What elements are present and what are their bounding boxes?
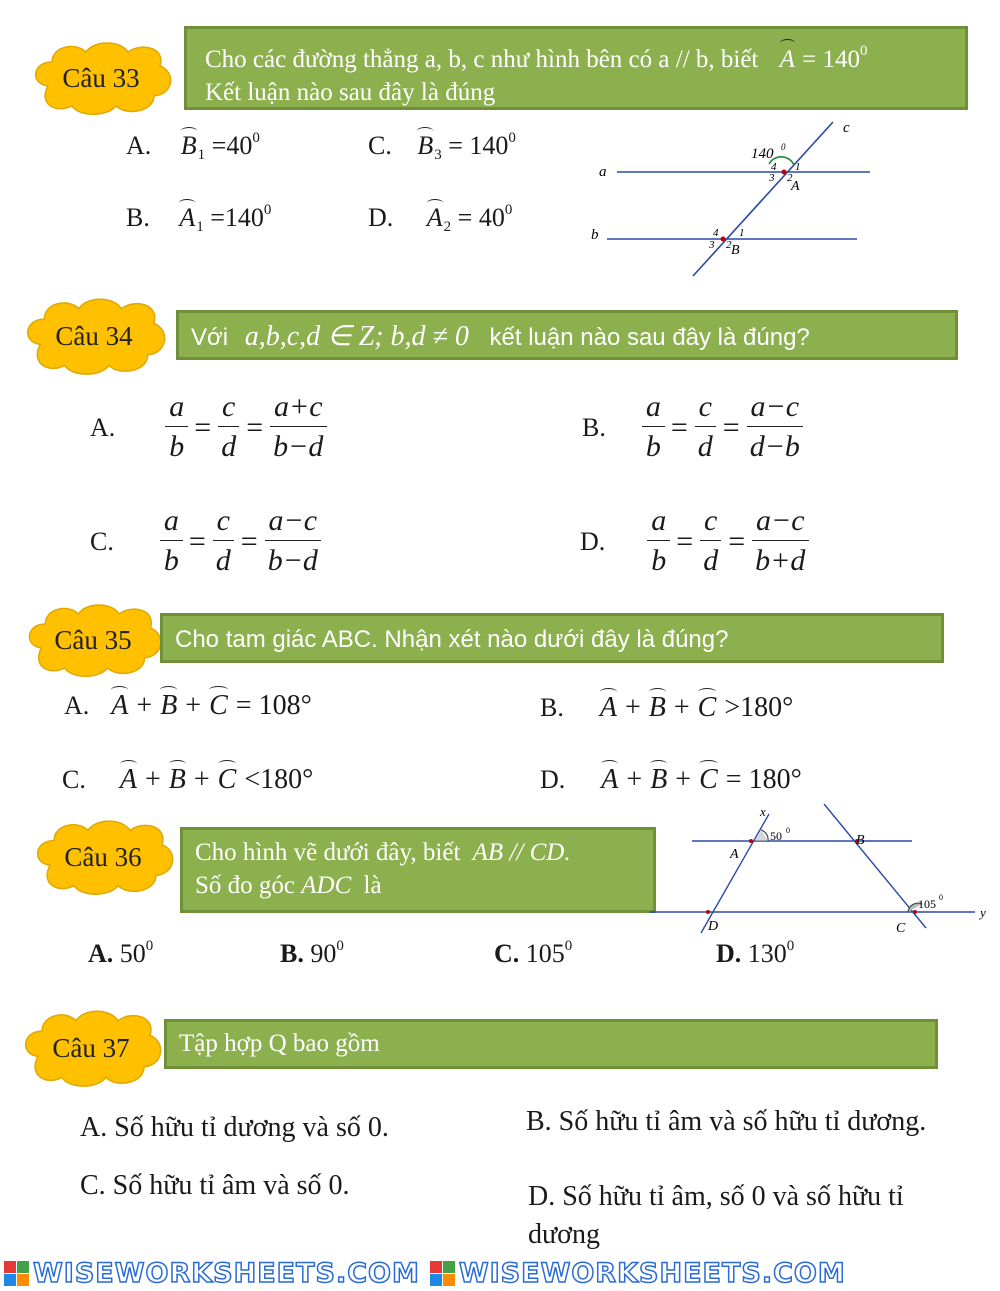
- question-33-prompt: Cho các đường thẳng a, b, c như hình bên có a // b, biết $A = 140^0$ Kết luận nào sau đây là đúng: [184, 26, 968, 110]
- point-A-dot: [782, 170, 787, 175]
- footer-watermark: [0, 1256, 1000, 1291]
- label-B: B: [856, 833, 865, 848]
- question-34-label: Câu 34: [55, 320, 133, 351]
- q33-option-a[interactable]: A. $B_1 =40^0$: [126, 130, 260, 163]
- q34-option-a[interactable]: A. $\frac{a}{b}$ = $\frac{c}{d}$ = $\frac{a+c}{b-d}$: [90, 388, 331, 467]
- question-35-prompt: Cho tam giác ABC. Nhận xét nào dưới đây là đúng?: [160, 613, 944, 663]
- q36-option-a[interactable]: A. $50^0$: [88, 938, 154, 968]
- question-34-badge: [20, 294, 168, 378]
- question-36-label: Câu 36: [64, 841, 142, 872]
- svg-text:2: 2: [787, 172, 793, 184]
- label-y: y: [980, 905, 986, 920]
- q33-text-line1: Cho các đường thẳng a, b, c như hình bên có a // b, biết: [205, 46, 759, 73]
- point-A-dot: [749, 839, 753, 843]
- svg-text:0: 0: [939, 893, 943, 902]
- q34-option-b[interactable]: B. $\frac{a}{b}$ = $\frac{c}{d}$ = $\frac{a-c}{d-b}$: [582, 388, 808, 467]
- q33-given-value: 140: [822, 46, 861, 73]
- svg-text:0: 0: [781, 142, 786, 152]
- q35-option-b[interactable]: B. A + B + C >180°: [540, 692, 794, 723]
- logo-blocks-icon: [430, 1261, 455, 1286]
- q37-option-b[interactable]: B. Số hữu tỉ âm và số hữu tỉ dương.: [526, 1106, 927, 1137]
- svg-text:1: 1: [795, 161, 801, 173]
- q36-option-c[interactable]: C. $105^0$: [494, 938, 573, 968]
- question-35-badge: [22, 600, 164, 680]
- label-line-b: b: [591, 227, 599, 243]
- svg-text:2: 2: [726, 239, 732, 251]
- line-xD: [701, 814, 769, 933]
- brand-logo: [4, 1258, 420, 1289]
- q35-option-d[interactable]: D. A + B + C = 180°: [540, 764, 802, 795]
- q34-option-d[interactable]: D. $\frac{a}{b}$ = $\frac{c}{d}$ = $\frac{a-c}{b+d}$: [580, 502, 813, 581]
- question-37-badge: [18, 1006, 164, 1090]
- question-36-badge: [30, 816, 176, 898]
- svg-text:4: 4: [713, 227, 719, 239]
- svg-text:0: 0: [786, 826, 790, 835]
- brand-text: WISEWORKSHEETS.COM: [458, 1258, 846, 1289]
- label-point-A: A: [791, 179, 800, 194]
- point-D-dot: [706, 910, 710, 914]
- logo-blocks-icon: [4, 1261, 29, 1286]
- question-34-prompt: Với a,b,c,d ∈ Z; b,d ≠ 0 kết luận nào sau đây là đúng?: [176, 310, 958, 360]
- label-point-B: B: [731, 243, 740, 258]
- question-33-badge: [28, 38, 174, 118]
- question-36-prompt: Cho hình vẽ dưới đây, biết AB // CD. Số đo góc ADC là: [180, 827, 656, 913]
- q35-option-a[interactable]: A. A + B + C = 108°: [64, 690, 312, 721]
- q33-parallel-lines-figure: [585, 118, 885, 283]
- question-37-prompt: Tập hợp Q bao gồm: [164, 1019, 938, 1069]
- brand-text: WISEWORKSHEETS.COM: [33, 1258, 420, 1289]
- q33-option-c[interactable]: C. $B_3 = 140^0$: [368, 130, 516, 163]
- q33-option-d[interactable]: D. $A_2 = 40^0$: [368, 202, 513, 235]
- q33-text-line2: Kết luận nào sau đây là đúng: [205, 79, 496, 106]
- q36-option-b[interactable]: B. $90^0$: [280, 938, 344, 968]
- q34-condition: a,b,c,d ∈ Z; b,d ≠ 0: [244, 321, 469, 352]
- brand-logo-repeat: [430, 1258, 846, 1289]
- svg-text:3: 3: [709, 239, 715, 251]
- q37-option-c[interactable]: C. Số hữu tỉ âm và số 0.: [80, 1170, 350, 1201]
- point-C-dot: [913, 910, 917, 914]
- point-B-dot: [721, 237, 726, 242]
- q33-given-angle: A: [779, 43, 796, 76]
- question-35-label: Câu 35: [54, 624, 132, 655]
- label-angle-140: 140: [751, 146, 774, 162]
- svg-text:3: 3: [769, 172, 775, 184]
- question-33-label: Câu 33: [62, 62, 140, 93]
- q33-option-b[interactable]: B. $A_1 =140^0$: [126, 202, 272, 235]
- label-D: D: [708, 919, 719, 934]
- svg-text:1: 1: [739, 227, 745, 239]
- q37-option-a[interactable]: A. Số hữu tỉ dương và số 0.: [80, 1112, 389, 1143]
- label-A: A: [730, 847, 739, 862]
- label-line-a: a: [599, 164, 607, 180]
- label-angle-105: 105: [918, 897, 936, 911]
- q35-option-c[interactable]: C. A + B + C <180°: [62, 764, 314, 795]
- q36-parallel-lines-figure: [650, 800, 995, 940]
- svg-text:4: 4: [771, 161, 777, 173]
- label-angle-50: 50: [770, 829, 782, 843]
- q37-option-d[interactable]: D. Số hữu tỉ âm, số 0 và số hữu tỉ dương: [528, 1181, 904, 1250]
- label-line-c: c: [843, 120, 850, 136]
- q34-option-c[interactable]: C. $\frac{a}{b}$ = $\frac{c}{d}$ = $\frac{a-c}{b-d}$: [90, 502, 326, 581]
- label-x: x: [760, 804, 766, 819]
- question-37-label: Câu 37: [52, 1032, 130, 1063]
- label-C: C: [896, 921, 906, 936]
- q36-option-d[interactable]: D. $130^0$: [716, 938, 795, 968]
